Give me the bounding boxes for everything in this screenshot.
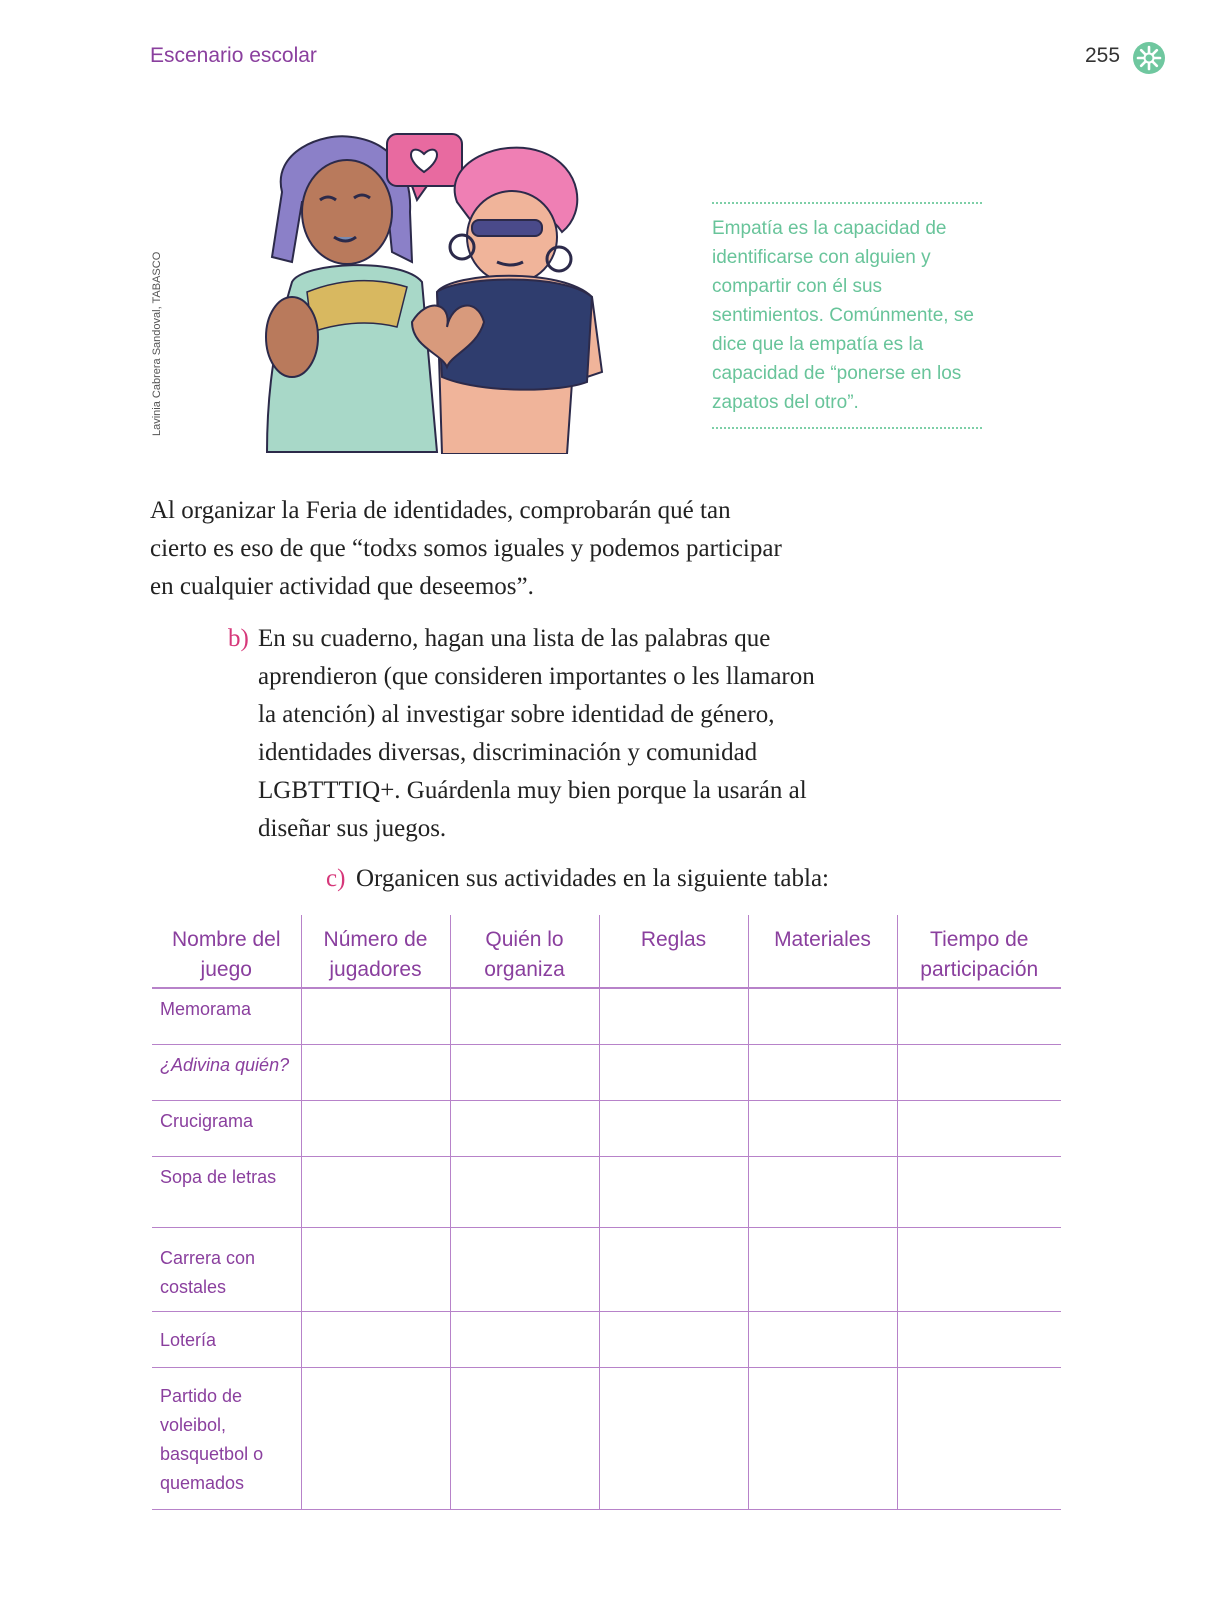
blank-cell[interactable]: [450, 988, 599, 1044]
game-name-cell: Lotería: [152, 1311, 301, 1367]
blank-cell[interactable]: [301, 988, 450, 1044]
blank-cell[interactable]: [599, 1100, 748, 1156]
game-name-cell: Crucigrama: [152, 1100, 301, 1156]
blank-cell[interactable]: [748, 1044, 897, 1100]
blank-cell[interactable]: [450, 1227, 599, 1311]
blank-cell[interactable]: [897, 1227, 1061, 1311]
activities-table: [152, 915, 1061, 1510]
table-row: [152, 1367, 1061, 1509]
blank-cell[interactable]: [599, 1367, 748, 1509]
blank-cell[interactable]: [897, 1156, 1061, 1227]
illustration-credit: Lavinia Cabrera Sandoval, TABASCO: [151, 251, 163, 436]
column-header: Nombre del juego: [152, 915, 301, 988]
blank-cell[interactable]: [599, 1311, 748, 1367]
blank-cell[interactable]: [748, 1100, 897, 1156]
flower-icon: [1132, 41, 1166, 75]
blank-cell[interactable]: [599, 1227, 748, 1311]
page-number: 255: [1085, 44, 1121, 67]
activity-item-b: [228, 620, 818, 848]
blank-cell[interactable]: [599, 1044, 748, 1100]
blank-cell[interactable]: [450, 1367, 599, 1509]
blank-cell[interactable]: [748, 1156, 897, 1227]
blank-cell[interactable]: [450, 1100, 599, 1156]
blank-cell[interactable]: [450, 1311, 599, 1367]
table-row: [152, 1156, 1061, 1227]
column-header: Número de jugadores: [301, 915, 450, 988]
blank-cell[interactable]: [748, 988, 897, 1044]
table-row: [152, 1311, 1061, 1367]
blank-cell[interactable]: [748, 1311, 897, 1367]
intro-paragraph: Al organizar la Feria de identidades, comprobarán qué tan cierto es eso de que “todxs somos iguales y podemos participar en cualquier actividad que deseemos”.: [150, 497, 782, 600]
table-row: [152, 988, 1061, 1044]
blank-cell[interactable]: [897, 1044, 1061, 1100]
game-name-cell: Partido de voleibol, basquetbol o quemados: [152, 1367, 301, 1509]
blank-cell[interactable]: [301, 1156, 450, 1227]
blank-cell[interactable]: [599, 1156, 748, 1227]
item-letter-c: c): [326, 865, 346, 892]
game-name-cell: Carrera con costales: [152, 1227, 301, 1311]
empathy-definition-note: Empatía es la capacidad de identificarse con alguien y compartir con él sus sentimientos. Comúnmente, se dice que la empatía es la capacidad de “ponerse en los zapatos del otro”.: [712, 202, 982, 429]
table-row: [152, 1044, 1061, 1100]
blank-cell[interactable]: [897, 1311, 1061, 1367]
blank-cell[interactable]: [301, 1227, 450, 1311]
column-header: Materiales: [748, 915, 897, 988]
blank-cell[interactable]: [897, 1100, 1061, 1156]
blank-cell[interactable]: [301, 1311, 450, 1367]
item-letter-b: b): [228, 625, 249, 652]
activity-item-c: [326, 860, 956, 898]
game-name-cell: Memorama: [152, 988, 301, 1044]
blank-cell[interactable]: [301, 1367, 450, 1509]
column-header: Reglas: [599, 915, 748, 988]
blank-cell[interactable]: [897, 1367, 1061, 1509]
header-section-title: Escenario escolar: [150, 44, 317, 67]
column-header: Quién lo organiza: [450, 915, 599, 988]
blank-cell[interactable]: [301, 1100, 450, 1156]
blank-cell[interactable]: [748, 1367, 897, 1509]
item-text-b: En su cuaderno, hagan una lista de las palabras que aprendieron (que consideren importantes o les llamaron la atención) al investigar sobre identidad de género, identidades diversas, discriminación y comunidad LGBTTTIQ+. Guárdenla muy bien porque la usarán al diseñar sus juegos.: [258, 625, 815, 842]
table-row: [152, 1100, 1061, 1156]
item-text-c: Organicen sus actividades en la siguiente tabla:: [356, 865, 829, 892]
column-header: Tiempo de participación: [897, 915, 1061, 988]
game-name-cell: Sopa de letras: [152, 1156, 301, 1227]
table-row: [152, 1227, 1061, 1311]
table-header-row: [152, 915, 1061, 988]
blank-cell[interactable]: [450, 1044, 599, 1100]
blank-cell[interactable]: [897, 988, 1061, 1044]
blank-cell[interactable]: [301, 1044, 450, 1100]
blank-cell[interactable]: [748, 1227, 897, 1311]
illustration-two-friends: [262, 132, 622, 454]
blank-cell[interactable]: [450, 1156, 599, 1227]
blank-cell[interactable]: [599, 988, 748, 1044]
game-name-cell: ¿Adivina quién?: [152, 1044, 301, 1100]
